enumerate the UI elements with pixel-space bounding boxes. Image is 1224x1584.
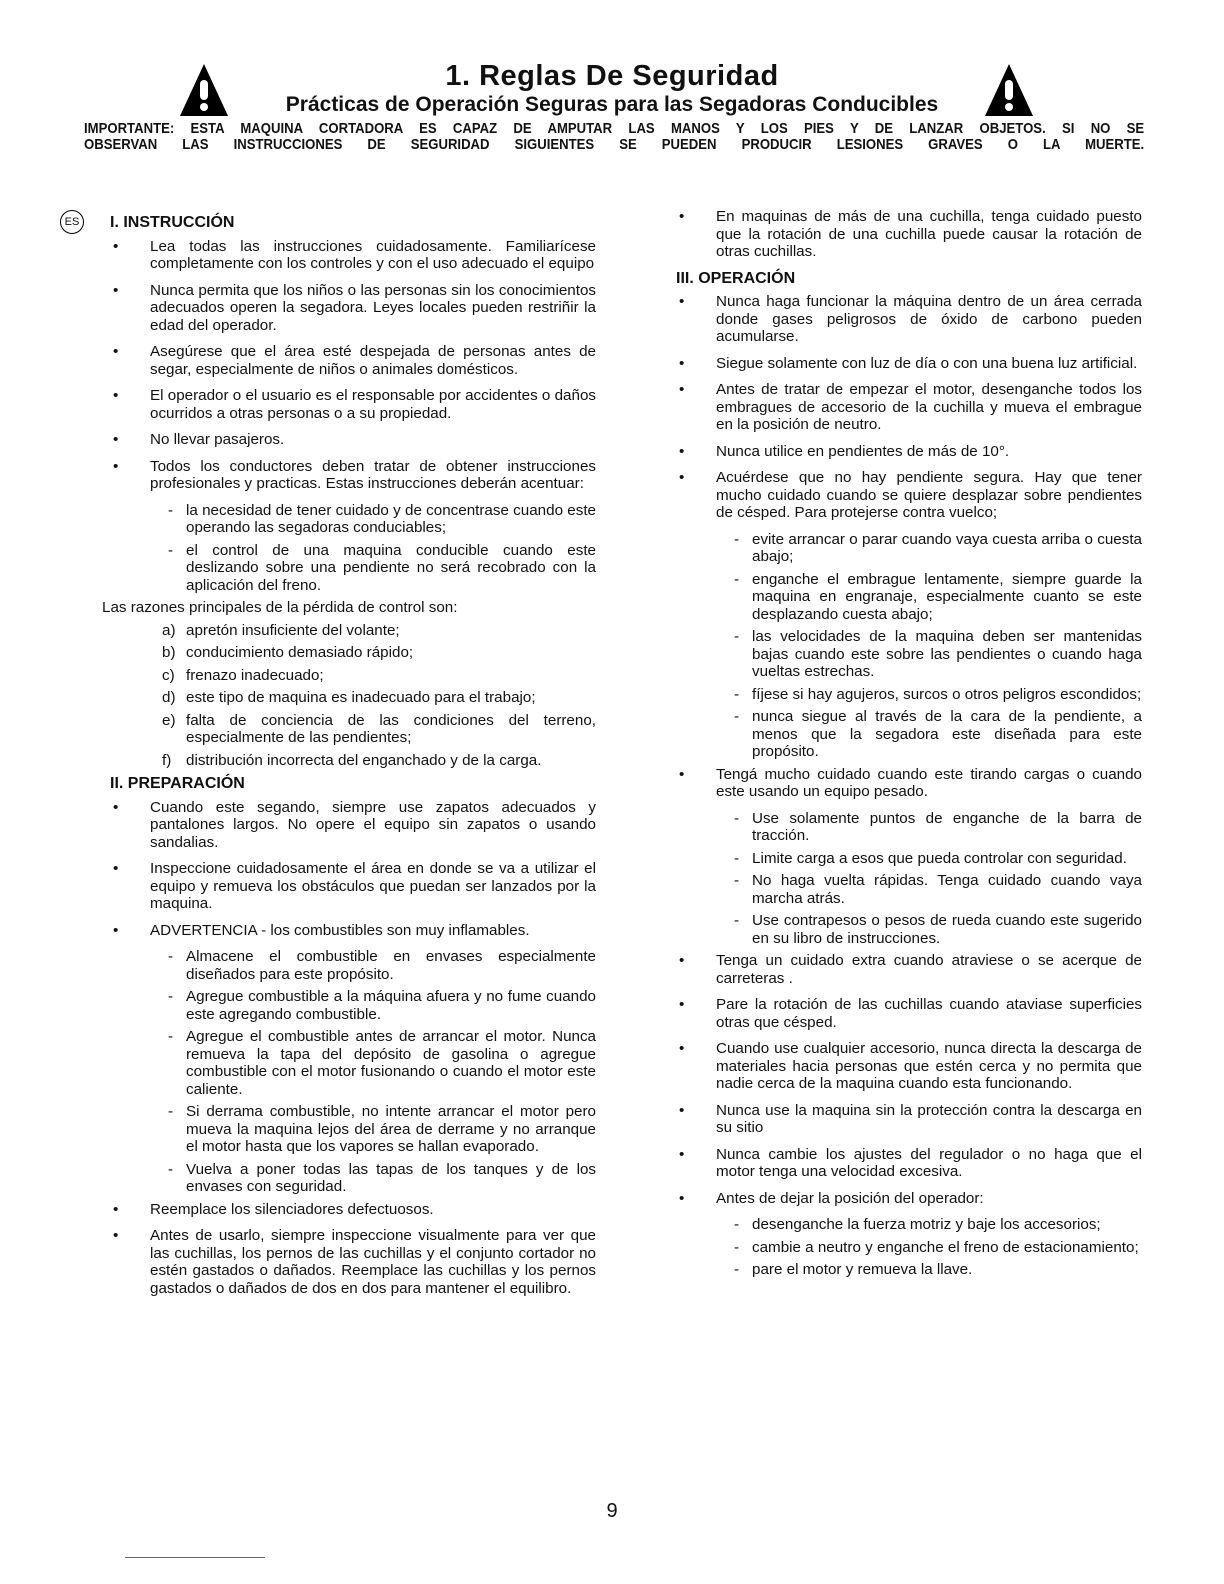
bullet-item bbox=[676, 469, 1142, 522]
bullet-item bbox=[676, 293, 1142, 346]
item-text: enganche el embrague lentamente, siempre guarde la maquina en engranaje, especialmente cuanto se este desplazando cuesta abajo; bbox=[752, 570, 1142, 623]
warning-line: OBSERVAN LAS INSTRUCCIONES DE SEGURIDAD SIGUIENTES SE PUEDEN PRODUCIR LESIONES GRAVES O LA MUERTE. bbox=[84, 137, 1145, 153]
item-text: Reemplace los silenciadores defectuosos. bbox=[150, 1200, 434, 1218]
item-letter: a) bbox=[162, 621, 176, 639]
dash-item bbox=[676, 1216, 1142, 1234]
bullet-item bbox=[676, 355, 1142, 373]
item-text: Nunca utilice en pendientes de más de 10°. bbox=[716, 442, 1010, 460]
dash-item bbox=[676, 628, 1142, 681]
dash-item bbox=[676, 686, 1142, 704]
dash-item bbox=[676, 531, 1142, 566]
bullet-item bbox=[110, 1201, 596, 1219]
item-text: ADVERTENCIA - los combustibles son muy inflamables. bbox=[150, 921, 530, 939]
bullet-item bbox=[676, 443, 1142, 461]
item-text: Acuérdese que no hay pendiente segura. Hay que tener mucho cuidado cuando se quiere desplazar sobre pendientes de césped. Para protejerse contra vuelco; bbox=[716, 469, 1142, 521]
section-heading bbox=[110, 775, 596, 793]
item-text: Nunca haga funcionar la máquina dentro de un área cerrada donde gases peligrosos de óxido de carbono pueden acumularse. bbox=[716, 293, 1142, 345]
item-text: Si derrama combustible, no intente arrancar el motor pero mueva la maquina lejos del área de derrame y no arranque el motor hasta que los vapores se hallan evaporado. bbox=[186, 1103, 596, 1155]
dash-item bbox=[676, 1261, 1142, 1279]
dash-item bbox=[110, 1103, 596, 1156]
important-warning bbox=[84, 121, 1144, 153]
item-text: Lea todas las instrucciones cuidadosamente. Familiarícese completamente con los controles y con el uso adecuado el equipo bbox=[150, 237, 596, 272]
dash-item bbox=[110, 542, 596, 595]
right-column bbox=[676, 208, 1142, 1284]
item-text: Asegúrese que el área esté despejada de personas antes de segar, especialmente de niños o animales domésticos. bbox=[150, 343, 596, 378]
footer-rule bbox=[125, 1557, 265, 1558]
item-text: apretón insuficiente del volante; bbox=[186, 621, 400, 639]
item-text: Las razones principales de la pérdida de control son: bbox=[102, 599, 458, 616]
bullet-item bbox=[110, 238, 596, 273]
section-heading bbox=[676, 270, 1142, 288]
dash-item bbox=[676, 912, 1142, 947]
item-text: Cuando use cualquier accesorio, nunca directa la descarga de materiales hacia personas que estén cerca y no permita que nadie cerca de la maquina cuando esta funcionando. bbox=[716, 1040, 1142, 1092]
section-heading bbox=[64, 214, 596, 232]
item-text: falta de conciencia de las condiciones del terreno, especialmente de las pendientes; bbox=[186, 711, 596, 746]
item-text: Nunca permita que los niños o las personas sin los conocimientos adecuados operen la segadora. Leyes locales pueden restriñir la edad del operador. bbox=[150, 281, 596, 334]
item-text: No llevar pasajeros. bbox=[150, 431, 285, 448]
item-text: Tenga un cuidado extra cuando atraviese o se acerque de carreteras . bbox=[716, 952, 1142, 987]
bullet-item bbox=[676, 208, 1142, 261]
item-text: II. PREPARACIÓN bbox=[110, 775, 245, 792]
item-letter: b) bbox=[162, 644, 176, 661]
bullet-item bbox=[676, 1190, 1142, 1208]
bullet-item bbox=[676, 1102, 1142, 1137]
item-text: este tipo de maquina es inadecuado para el trabajo; bbox=[186, 689, 536, 706]
dash-item bbox=[676, 850, 1142, 868]
bullet-item bbox=[110, 922, 596, 940]
item-text: Agregue combustible a la máquina afuera y no fume cuando este agregando combustible. bbox=[186, 988, 596, 1023]
item-text: En maquinas de más de una cuchilla, tenga cuidado puesto que la rotación de una cuchilla puede causar la rotación de otras cuchillas. bbox=[716, 208, 1142, 260]
lettered-item bbox=[110, 667, 596, 685]
lettered-item bbox=[110, 689, 596, 707]
item-text: Use solamente puntos de enganche de la barra de tracción. bbox=[752, 809, 1142, 844]
item-letter: c) bbox=[162, 666, 175, 684]
item-text: Siegue solamente con luz de día o con una buena luz artificial. bbox=[716, 354, 1138, 372]
item-letter: d) bbox=[162, 689, 176, 706]
dash-item bbox=[110, 502, 596, 537]
bullet-item bbox=[110, 799, 596, 852]
item-text: Agregue el combustible antes de arrancar el motor. Nunca remueva la tapa del depósito de gasolina o agregue combustible con el motor fusionando o cuando el motor este caliente. bbox=[186, 1028, 596, 1098]
dash-item bbox=[676, 810, 1142, 845]
item-text: Almacene el combustible en envases especialmente diseñados para este propósito. bbox=[186, 948, 596, 983]
dash-item bbox=[676, 872, 1142, 907]
item-text: fíjese si hay agujeros, surcos o otros peligros escondidos; bbox=[752, 685, 1142, 703]
item-text: evite arrancar o parar cuando vaya cuesta arriba o cuesta abajo; bbox=[752, 530, 1142, 565]
dash-item bbox=[110, 1028, 596, 1098]
item-text: Inspeccione cuidadosamente el área en donde se va a utilizar el equipo y remueva los obstáculos que puedan ser lanzados por la maquina. bbox=[150, 860, 596, 912]
item-letter: f) bbox=[162, 751, 172, 769]
bullet-item bbox=[676, 1040, 1142, 1093]
item-text: No haga vuelta rápidas. Tenga cuidado cuando vaya marcha atrás. bbox=[752, 872, 1142, 907]
item-letter: e) bbox=[162, 711, 176, 729]
dash-item bbox=[676, 1239, 1142, 1257]
item-text: Nunca cambie los ajustes del regulador o no haga que el motor tenga una velocidad excesiva. bbox=[716, 1145, 1142, 1180]
bullet-item bbox=[110, 860, 596, 913]
warning-line: IMPORTANTE: ESTA MAQUINA CORTADORA ES CAPAZ DE AMPUTAR LAS MANOS Y LOS PIES Y DE LANZAR OBJETOS. SI NO SE bbox=[84, 121, 1145, 137]
item-text: Antes de dejar la posición del operador: bbox=[716, 1189, 984, 1207]
bullet-item bbox=[110, 1227, 596, 1297]
item-text: Todos los conductores deben tratar de obtener instrucciones profesionales y practicas. Estas instrucciones deberán acentuar: bbox=[150, 457, 596, 492]
lettered-item bbox=[110, 622, 596, 640]
bullet-item bbox=[676, 381, 1142, 434]
item-text: III. OPERACIÓN bbox=[676, 269, 796, 287]
page-subtitle: Prácticas de Operación Seguras para las Segadoras Conducibles bbox=[285, 93, 939, 116]
bullet-item bbox=[110, 343, 596, 378]
bullet-item bbox=[110, 282, 596, 335]
bullet-item bbox=[676, 766, 1142, 801]
left-column bbox=[64, 208, 596, 1306]
lettered-item bbox=[110, 644, 596, 662]
dash-item bbox=[110, 948, 596, 983]
item-text: Nunca use la maquina sin la protección contra la descarga en su sitio bbox=[716, 1101, 1142, 1136]
bullet-item bbox=[110, 431, 596, 449]
item-text: El operador o el usuario es el responsable por accidentes o daños ocurridos a otras personas o a su propiedad. bbox=[150, 387, 596, 422]
bullet-item bbox=[110, 458, 596, 493]
page-header bbox=[0, 60, 1224, 118]
item-text: frenazo inadecuado; bbox=[186, 666, 324, 684]
item-text: Use contrapesos o pesos de rueda cuando este sugerido en su libro de instrucciones. bbox=[752, 912, 1142, 947]
item-text: Cuando este segando, siempre use zapatos adecuados y pantalones largos. No opere el equipo sin zapatos o usando sandalias. bbox=[150, 798, 596, 851]
bullet-item bbox=[110, 387, 596, 422]
dash-item bbox=[110, 988, 596, 1023]
item-text: conducimiento demasiado rápido; bbox=[186, 644, 414, 661]
item-text: desenganche la fuerza motriz y baje los accesorios; bbox=[752, 1216, 1101, 1233]
item-text: Limite carga a esos que pueda controlar con seguridad. bbox=[752, 849, 1127, 867]
bullet-item bbox=[676, 1146, 1142, 1181]
page-title: 1. Reglas De Seguridad bbox=[445, 60, 779, 92]
page-number: 9 bbox=[606, 1500, 618, 1522]
language-badge: ES bbox=[60, 210, 84, 234]
item-text: nunca siegue al través de la cara de la pendiente, a menos que la segadora este diseñada para este propósito. bbox=[752, 708, 1142, 760]
item-text: pare el motor y remueva la llave. bbox=[752, 1261, 973, 1278]
item-text: distribución incorrecta del enganchado y de la carga. bbox=[186, 751, 542, 769]
item-text: Antes de tratar de empezar el motor, desenganche todos los embragues de accesorio de la cuchilla y mueva el embrague en la posición de neutro. bbox=[716, 381, 1142, 433]
item-text: Tengá mucho cuidado cuando este tirando cargas o cuando este usando un equipo pesado. bbox=[716, 765, 1142, 800]
dash-item bbox=[676, 571, 1142, 624]
item-text: cambie a neutro y enganche el freno de estacionamiento; bbox=[752, 1238, 1139, 1256]
bullet-item bbox=[676, 952, 1142, 987]
lettered-item bbox=[110, 712, 596, 747]
bullet-item bbox=[676, 996, 1142, 1031]
item-text: Pare la rotación de las cuchillas cuando ataviase superficies otras que césped. bbox=[716, 996, 1142, 1031]
item-text: Vuelva a poner todas las tapas de los tanques y de los envases con seguridad. bbox=[186, 1160, 596, 1195]
dash-item bbox=[110, 1161, 596, 1196]
dash-item bbox=[676, 708, 1142, 761]
item-text: la necesidad de tener cuidado y de concentrase cuando este operando las segadoras conduciables; bbox=[186, 501, 596, 536]
paragraph bbox=[102, 599, 596, 617]
item-text: I. INSTRUCCIÓN bbox=[110, 214, 235, 231]
item-text: el control de una maquina conducible cuando este deslizando sobre una pendiente no será recobrado con la aplicación del freno. bbox=[186, 541, 596, 594]
lettered-item bbox=[110, 752, 596, 770]
item-text: Antes de usarlo, siempre inspeccione visualmente para ver que las cuchillas, los pernos de las cuchillas y el conjunto cortador no estén gastados o dañados. Reemplace las cuchillas y los pernos gastados o dañados de dos en dos para mantener el equilibro. bbox=[150, 1227, 596, 1297]
item-text: las velocidades de la maquina deben ser mantenidas bajas cuando este sobre las pendientes o cuando haga vueltas estrechas. bbox=[752, 628, 1142, 680]
